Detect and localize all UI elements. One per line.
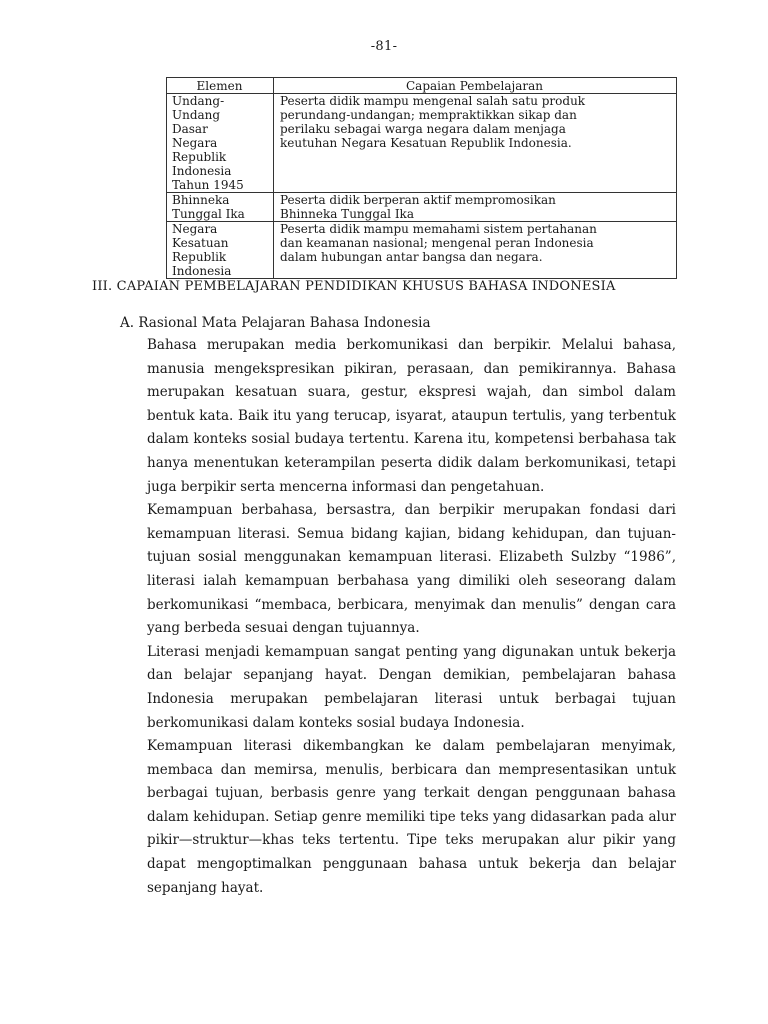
cell-line: Tahun 1945 bbox=[172, 178, 244, 192]
cell-line: Republik bbox=[172, 150, 227, 164]
capaian-table bbox=[166, 77, 677, 279]
paragraph: Literasi menjadi kemampuan sangat penting yang digunakan untuk bekerja dan belajar sepanjang hayat. Dengan demikian, pembelajaran bahasa Indonesia merupakan pembelajaran literasi untuk berbagai tujuan berkomunikasi dalam konteks sosial budaya Indonesia. bbox=[147, 643, 676, 731]
page-number: -81- bbox=[370, 39, 398, 54]
cell-line: Indonesia bbox=[172, 164, 232, 178]
paragraph: Kemampuan berbahasa, bersastra, dan berpikir merupakan fondasi dari kemampuan literasi. Semua bidang kajian, bidang kehidupan, dan tujuan-tujuan sosial menggunakan kemampuan literasi. Elizabeth Sulzby “1986”, literasi ialah kemampuan berbahasa yang dimiliki oleh seseorang dalam berkomunikasi “membaca, berbicara, menyimak dan menulis” dengan cara yang berbeda sesuai dengan tujuannya. bbox=[147, 502, 676, 637]
elemen-cell bbox=[167, 193, 274, 222]
cell-line: Bhinneka Tunggal Ika bbox=[280, 207, 414, 221]
table-header-row bbox=[167, 78, 677, 94]
body-text bbox=[147, 334, 676, 900]
cell-line: dan keamanan nasional; mengenal peran Indonesia bbox=[280, 236, 594, 250]
cell-line: Tunggal Ika bbox=[172, 207, 245, 221]
cell-line: Peserta didik berperan aktif mempromosikan bbox=[280, 193, 556, 207]
cell-line: Undang- bbox=[172, 94, 225, 108]
cell-line: dalam hubungan antar bangsa dan negara. bbox=[280, 250, 543, 264]
elemen-cell bbox=[167, 94, 274, 193]
header-elemen: Elemen bbox=[167, 78, 274, 94]
cell-line: Peserta didik mampu mengenal salah satu produk bbox=[280, 94, 586, 108]
paragraph: Kemampuan literasi dikembangkan ke dalam pembelajaran menyimak, membaca dan memirsa, menulis, berbicara dan mempresentasikan untuk berbagai tujuan, berbasis genre yang terkait dengan penggunaan bahasa dalam kehidupan. Setiap genre memiliki tipe teks yang didasarkan pada alur pikir—struktur—khas teks tertentu. Tipe teks merupakan alur pikir yang dapat mengoptimalkan penggunaan bahasa untuk bekerja dan belajar sepanjang hayat. bbox=[147, 738, 676, 896]
cell-line: perundang-undangan; mempraktikkan sikap dan bbox=[280, 108, 577, 122]
cell-line: Indonesia bbox=[172, 264, 232, 278]
cell-line: Negara bbox=[172, 136, 218, 150]
section-heading: III. CAPAIAN PEMBELAJARAN PENDIDIKAN KHUSUS BAHASA INDONESIA bbox=[92, 279, 616, 294]
cell-line: keutuhan Negara Kesatuan Republik Indonesia. bbox=[280, 136, 572, 150]
table-row bbox=[167, 94, 677, 193]
cell-line: perilaku sebagai warga negara dalam menjaga bbox=[280, 122, 566, 136]
header-capaian: Capaian Pembelajaran bbox=[274, 78, 677, 94]
capaian-cell bbox=[274, 94, 677, 193]
cell-line: Bhinneka bbox=[172, 193, 230, 207]
cell-line: Kesatuan bbox=[172, 236, 229, 250]
subsection-heading: A. Rasional Mata Pelajaran Bahasa Indonesia bbox=[120, 315, 431, 331]
cell-line: Republik bbox=[172, 250, 227, 264]
cell-line: Undang bbox=[172, 108, 221, 122]
table-row bbox=[167, 222, 677, 279]
paragraph: Bahasa merupakan media berkomunikasi dan berpikir. Melalui bahasa, manusia mengekspresikan pikiran, perasaan, dan pemikirannya. Bahasa merupakan kesatuan suara, gestur, ekspresi wajah, dan simbol dalam bentuk kata. Baik itu yang terucap, isyarat, ataupun tertulis, yang terbentuk dalam konteks sosial budaya tertentu. Karena itu, kompetensi berbahasa tak hanya menentukan keterampilan peserta didik dalam berkomunikasi, tetapi juga berpikir serta mencerna informasi dan pengetahuan. bbox=[147, 337, 676, 495]
cell-line: Dasar bbox=[172, 122, 208, 136]
capaian-cell bbox=[274, 193, 677, 222]
table-row bbox=[167, 193, 677, 222]
cell-line: Peserta didik mampu memahami sistem pertahanan bbox=[280, 222, 597, 236]
elemen-cell bbox=[167, 222, 274, 279]
capaian-cell bbox=[274, 222, 677, 279]
cell-line: Negara bbox=[172, 222, 218, 236]
